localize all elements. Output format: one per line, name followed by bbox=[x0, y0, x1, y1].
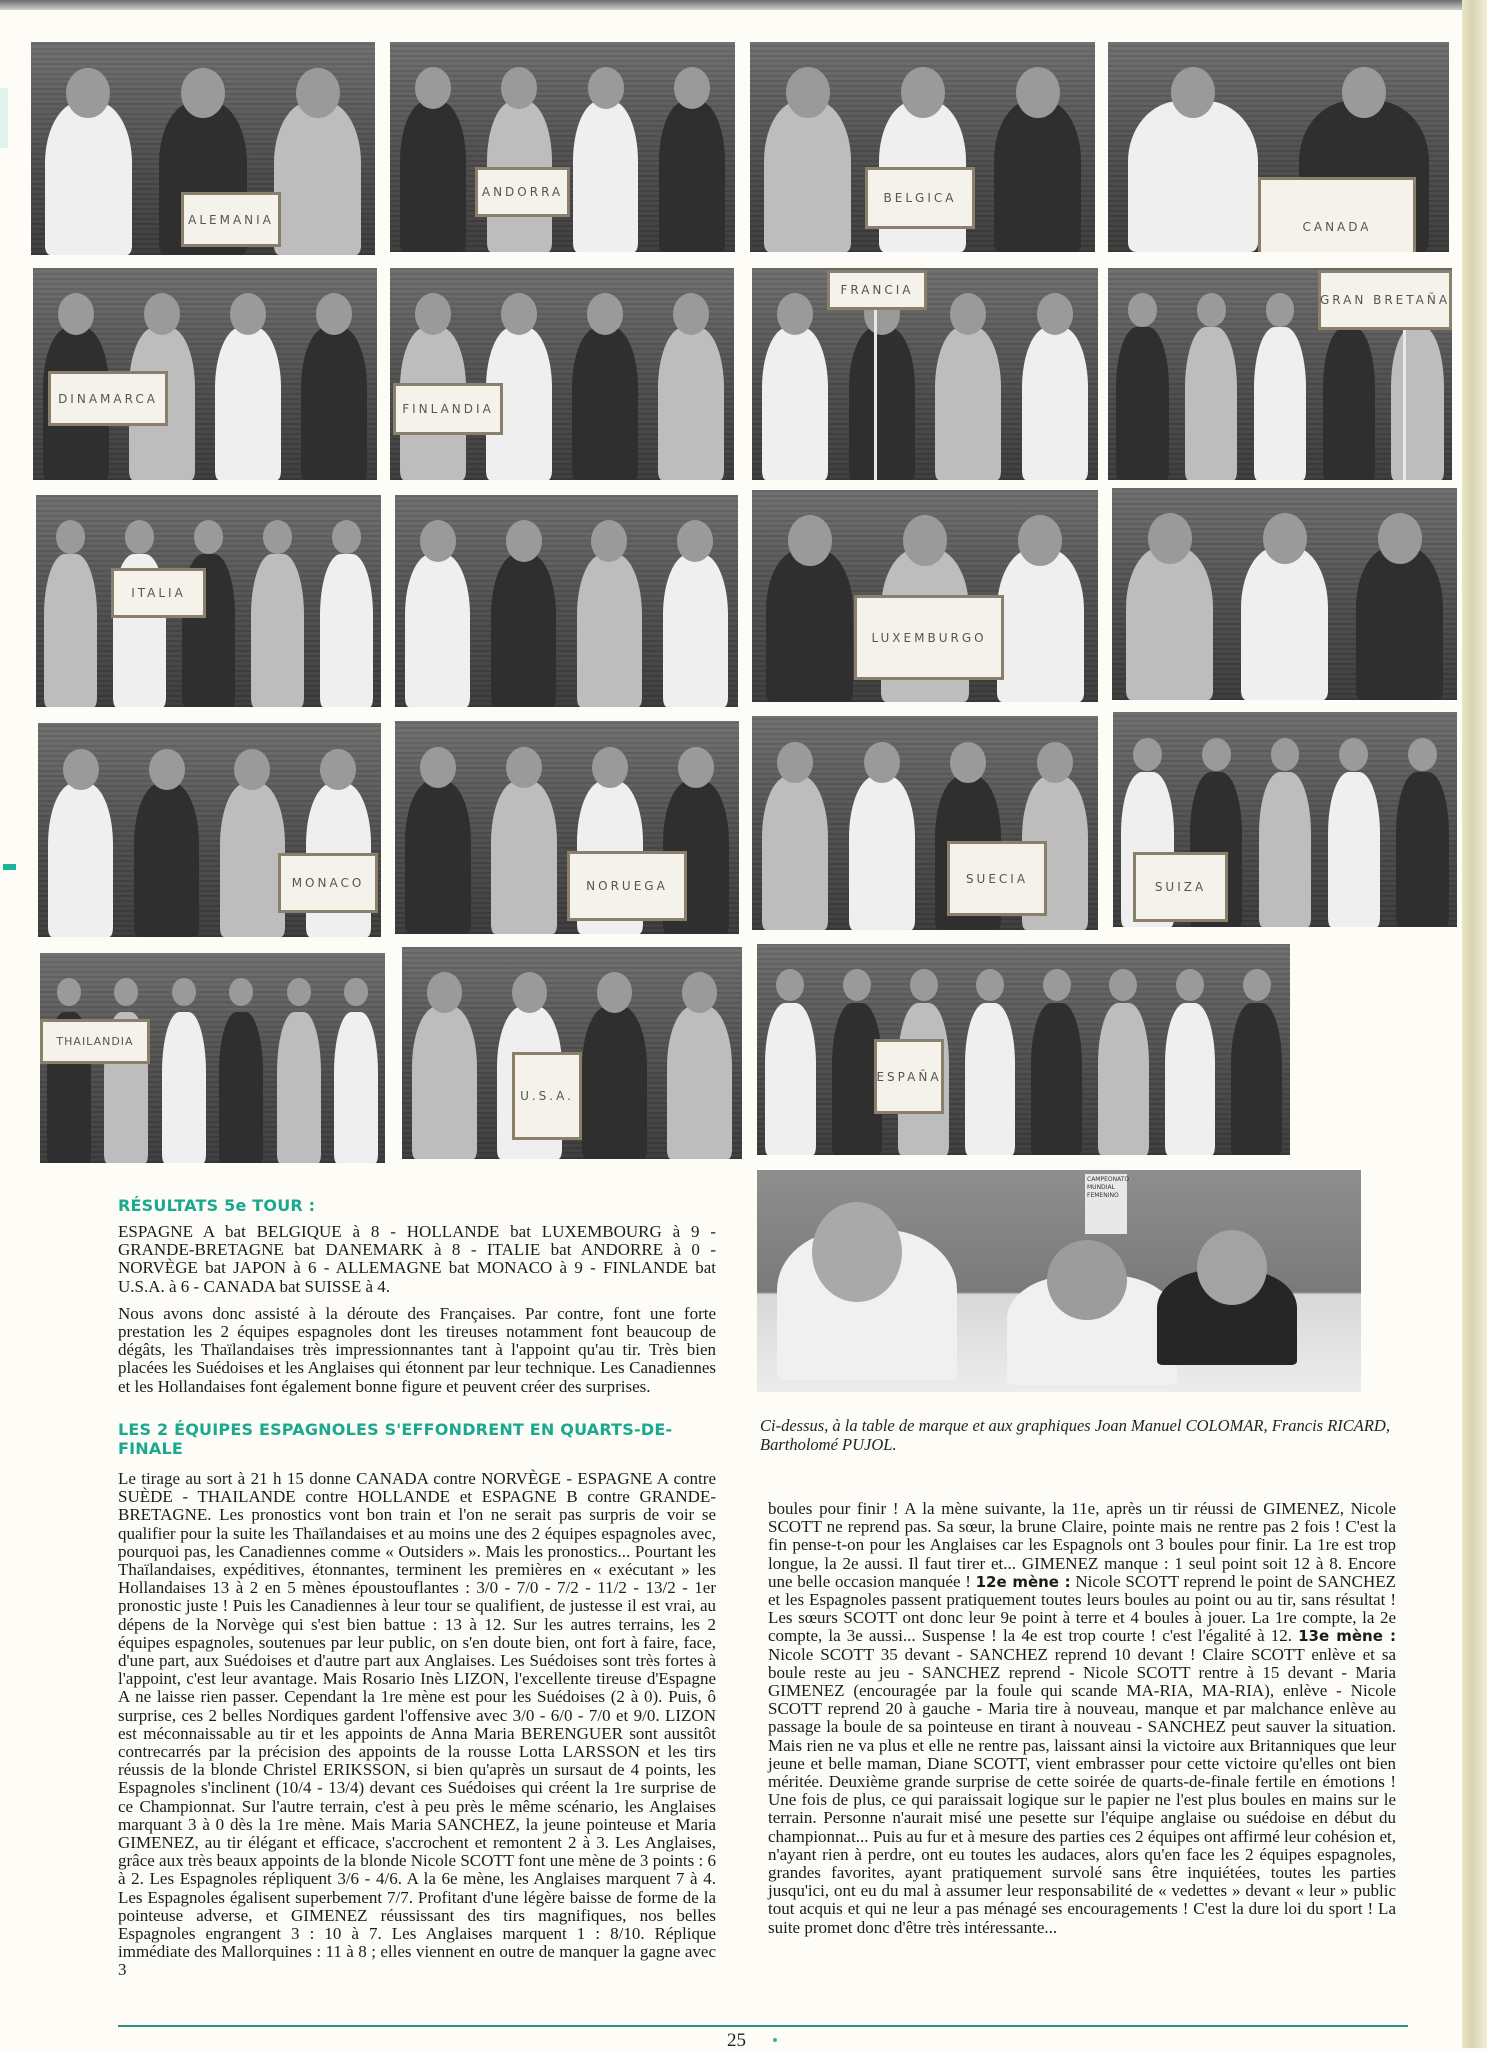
team-photo-japon bbox=[395, 495, 738, 707]
team-photo-suecia bbox=[752, 716, 1098, 930]
person-silhouette bbox=[1241, 547, 1328, 700]
person-head bbox=[1243, 969, 1271, 1001]
country-sign: CANADA bbox=[1258, 177, 1416, 252]
person-silhouette bbox=[320, 554, 372, 707]
wall-sign: CAMPEONATO MUNDIAL FEMENINO bbox=[1085, 1174, 1127, 1234]
person-head bbox=[415, 67, 451, 109]
decorative-dot bbox=[773, 2038, 777, 2042]
person-head bbox=[420, 747, 456, 789]
person-head bbox=[1266, 293, 1295, 326]
person-left-head bbox=[812, 1202, 902, 1302]
person-silhouette bbox=[405, 781, 470, 934]
person-silhouette bbox=[1022, 327, 1088, 480]
person-silhouette bbox=[1098, 1003, 1149, 1155]
sign-pole bbox=[874, 310, 877, 480]
country-sign: FRANCIA bbox=[827, 270, 927, 310]
person-head bbox=[786, 67, 830, 118]
margin-tint bbox=[0, 88, 8, 148]
quarter-final-paragraph: Le tirage au sort à 21 h 15 donne CANADA contre NORVÈGE - ESPAGNE A contre SUÈDE - THAILANDE contre HOLLANDE et ESPAGNE B contre GRANDE-BRETAGNE. Les pronostics vont bon train et l'on ne serait pas surpris de voir se qualifier pour la suite les Thaïlandaises et au moins une des 2 équipes espagnoles avec, pourquoi pas, les Canadiennes comme « Outsiders ». Mais les pronostics... Pourtant les Thaïlandaises, expéditives, étonnantes, terminent les premières en « exécutant » les Hollandaises 13 à 2 en 5 mènes époustouflantes : 3/0 - 7/0 - 7/2 - 11/2 - 13/2 - 1er pronostic juste ! Puis les Canadiennes à leur tour se qualifient, de justesse il est vrai, au dépens de la Norvège qui s'est bien battue : 13 à 12. Sur les autres terrains, les 2 équipes espagnoles, soutenues par leur public, on s'en doute bien, ont fort à faire, face, d'une part, aux Suédoises et d'autre part aux Anglaises. Les Suédoises sont très fortes à l'appoint, c'est leur avantage. Mais Rosario Inès LIZON, l'excellente tireuse d'Espagne A ne laisse rien passer. Cependant la 1re mène est pour les Suédoises (2 à 0). Puis, ô surprise, ces 2 belles Nordiques gardent l'offensive avec 3/0 - 6/0 - 7/0 et 9/0. LIZON est méconnaissable au tir et les appoints de Anna Maria BERENGUER sont aussitôt contrecarrés par la précision des appoints de la rousse Lotta LARSSON et les tirs réussis de la blonde Christel ERIKSSON, si bien qu'après un sursaut de 4 points, les Espagnoles s'inclinent (10/4 - 13/4) devant ces Suédoises qui créent la 1re surprise de ce Championnat. Sur l'autre terrain, c'est à peu près le même scénario, les Anglaises marquant 3 à 0 dès la 1re mène. Mais Maria SANCHEZ, la jeune pointeuse et Maria GIMENEZ, au tir élégant et efficace, s'accrochent et remontent 2 à 3. Les Anglaises, grâce aux très beaux appoints de la blonde Nicole SCOTT font une mène de 3 points : 6 à 2. Les Espagnoles répliquent 3/6 - 4/6. A la 6e mène, les Anglaises marquent 7 à 4. Les Espagnoles égalisent superbement 7/7. Profitant d'une légère baisse de forme de la pointeuse adverse, et GIMENEZ réussissant des tirs magnifiques, nos belles Espagnoles engrangent 3 : 10 à 7. Les Anglaises marquent 1 : 8/10. Réplique immédiate des Mallorquines : 11 à 8 ; elles viennent en outre de manquer la gagne avec 3 bbox=[118, 1469, 716, 1980]
country-sign: SUIZA bbox=[1133, 852, 1228, 922]
person-head bbox=[1037, 293, 1073, 335]
page-binding-edge bbox=[1462, 0, 1487, 2048]
team-photo-luxemburgo bbox=[752, 490, 1098, 702]
team-photo-alemania bbox=[31, 42, 375, 255]
person-head bbox=[1128, 293, 1157, 326]
country-sign: FINLANDIA bbox=[393, 383, 503, 435]
person-silhouette bbox=[412, 1006, 477, 1159]
person-silhouette bbox=[220, 783, 285, 937]
person-silhouette bbox=[1328, 772, 1380, 927]
person-head bbox=[901, 67, 945, 118]
page-number: 25 bbox=[727, 2030, 746, 2051]
person-silhouette bbox=[577, 554, 642, 707]
results-text: ESPAGNE A bat BELGIQUE à 8 - HOLLANDE bat LUXEMBOURG à 9 - GRANDE-BRETAGNE bat DANEMARK à 8 - ITALIE bat ANDORRE à 0 - NORVÈGE bat JAPON à 6 - ALLEMAGNE bat MONACO à 9 - FINLANDE bat U.S.A. à 6 - CANADA bat SUISSE à 4. bbox=[118, 1222, 716, 1296]
person-middle-head bbox=[1047, 1240, 1127, 1320]
person-head bbox=[673, 293, 709, 335]
team-photo-suiza bbox=[1113, 712, 1457, 927]
person-head bbox=[1342, 67, 1386, 118]
person-silhouette bbox=[162, 1012, 206, 1163]
team-photo-belgica bbox=[750, 42, 1095, 252]
team-photo-gran-bretana bbox=[1108, 268, 1452, 480]
person-silhouette bbox=[935, 327, 1001, 480]
person-silhouette bbox=[663, 554, 728, 707]
person-head bbox=[501, 293, 537, 335]
person-silhouette bbox=[572, 327, 637, 480]
person-silhouette bbox=[994, 101, 1081, 252]
mene-12-label: 12e mène : bbox=[975, 1572, 1071, 1591]
team-photo-italia bbox=[36, 495, 381, 707]
country-sign: MONACO bbox=[278, 853, 378, 913]
person-silhouette bbox=[659, 101, 725, 252]
score-photo-caption: Ci-dessus, à la table de marque et aux graphiques Joan Manuel COLOMAR, Francis RICARD, Bartholomé PUJOL. bbox=[760, 1416, 1390, 1454]
country-sign: DINAMARCA bbox=[48, 371, 168, 426]
person-silhouette bbox=[405, 554, 470, 707]
country-sign: ESPAÑA bbox=[874, 1039, 944, 1114]
person-silhouette bbox=[667, 1006, 732, 1159]
person-silhouette bbox=[134, 783, 199, 937]
person-silhouette bbox=[1116, 327, 1168, 480]
right-column bbox=[768, 1500, 1396, 1946]
person-head bbox=[58, 293, 94, 335]
person-right-head bbox=[1197, 1230, 1267, 1305]
person-head bbox=[181, 68, 225, 119]
team-photo-usa bbox=[402, 947, 742, 1159]
person-head bbox=[114, 978, 138, 1006]
country-sign: LUXEMBURGO bbox=[854, 595, 1004, 680]
person-head bbox=[63, 749, 99, 790]
person-head bbox=[677, 520, 713, 561]
person-silhouette bbox=[1356, 547, 1443, 700]
person-head bbox=[864, 742, 900, 784]
person-head bbox=[1339, 738, 1368, 771]
team-photo-noruega bbox=[395, 721, 739, 934]
country-sign: ALEMANIA bbox=[181, 192, 281, 247]
country-sign: THAILANDIA bbox=[40, 1019, 150, 1064]
person-head bbox=[263, 520, 292, 553]
team-photo-espana bbox=[757, 944, 1290, 1155]
person-head bbox=[149, 749, 185, 790]
person-silhouette bbox=[491, 781, 556, 934]
person-head bbox=[316, 293, 352, 335]
team-photo-thailandia bbox=[40, 953, 385, 1163]
person-head bbox=[591, 520, 627, 561]
sign-pole bbox=[1403, 330, 1406, 480]
person-silhouette bbox=[965, 1003, 1016, 1155]
person-head bbox=[172, 978, 196, 1006]
person-silhouette bbox=[274, 102, 361, 255]
person-silhouette bbox=[1231, 1003, 1282, 1155]
margin-teal-mark bbox=[3, 864, 16, 870]
footer-rule bbox=[118, 2025, 1408, 2027]
person-head bbox=[1408, 738, 1437, 771]
person-silhouette bbox=[1126, 547, 1213, 700]
team-photo-canada bbox=[1108, 42, 1449, 252]
team-photo-finlandia bbox=[390, 268, 734, 480]
person-head bbox=[976, 969, 1004, 1001]
person-silhouette bbox=[573, 101, 639, 252]
person-silhouette bbox=[1391, 327, 1443, 480]
person-head bbox=[903, 515, 947, 566]
person-head bbox=[420, 520, 456, 561]
person-silhouette bbox=[997, 549, 1085, 702]
person-silhouette bbox=[334, 1012, 378, 1163]
person-head bbox=[229, 978, 253, 1006]
person-head bbox=[1043, 969, 1071, 1001]
person-head bbox=[1176, 969, 1204, 1001]
right-text-part1: boules pour finir ! A la mène suivante, la 11e, après un tir réussi de GIMENEZ, Nicole SCOTT ne reprend pas. Sa sœur, la brune Claire, pointe mais ne rentre pas 2 fois ! C'est la fin pense-t-on pour les Anglaises car les Espagnols ont 3 boules pour finir. La 1re est trop longue, la 2e aussi. Il faut tirer et... GIMENEZ manque : 1 seul point soit 12 à 8. Encore une belle occasion manquée ! bbox=[768, 1499, 1396, 1591]
person-silhouette bbox=[301, 327, 366, 480]
person-silhouette bbox=[1128, 101, 1258, 252]
person-silhouette bbox=[849, 776, 915, 930]
person-silhouette bbox=[1254, 327, 1306, 480]
person-head bbox=[144, 293, 180, 335]
score-table-photo bbox=[757, 1170, 1361, 1392]
country-sign: ANDORRA bbox=[475, 167, 570, 217]
person-silhouette bbox=[765, 1003, 816, 1155]
country-sign: U.S.A. bbox=[512, 1052, 582, 1140]
person-head bbox=[1148, 513, 1192, 564]
person-head bbox=[415, 293, 451, 335]
person-silhouette bbox=[251, 554, 303, 707]
person-head bbox=[910, 969, 938, 1001]
person-head bbox=[1171, 67, 1215, 118]
person-silhouette bbox=[219, 1012, 263, 1163]
person-head bbox=[587, 293, 623, 335]
person-head bbox=[296, 68, 340, 119]
person-silhouette bbox=[48, 783, 113, 937]
person-head bbox=[1037, 742, 1073, 784]
team-photo-monaco bbox=[38, 723, 381, 937]
country-sign: BELGICA bbox=[865, 167, 975, 229]
person-silhouette bbox=[1396, 772, 1448, 927]
team-photo-officials bbox=[1112, 488, 1457, 700]
team-photo-dinamarca bbox=[33, 268, 377, 480]
mene-13-label: 13e mène : bbox=[1298, 1627, 1396, 1646]
country-sign: GRAN BRETAÑA bbox=[1318, 270, 1452, 330]
quarter-final-heading: LES 2 ÉQUIPES ESPAGNOLES S'EFFONDRENT EN QUARTS-DE-FINALE bbox=[118, 1420, 673, 1458]
person-head bbox=[1263, 513, 1307, 564]
person-silhouette bbox=[44, 554, 96, 707]
right-text-part2: Nicole SCOTT reprend le point de SANCHEZ et les Espagnoles passent pratiquement toutes leurs boules au point ou au tir, sans résultat ! Les sœurs SCOTT ont donc leur 9e point à terre et 4 boules à jouer. La 1re compte, la 2e compte, la 3e aussi... Suspense ! la 4e est trop courte ! c'est l'égalité à 12. bbox=[768, 1571, 1396, 1646]
person-head bbox=[678, 747, 714, 789]
results-paragraph: Nous avons donc assisté à la déroute des Françaises. Par contre, font une forte prestation les 2 équipes espagnoles dont les tireuses notamment font beaucoup de dégâts, les Thaïlandaises très impressionnantes tant à l'appoint qu'au tir. Très bien placées les Suédoises et les Anglaises qui étonnent par leur technique. Les Canadiennes et les Hollandaises font également bonne figure et peuvent créer des surprises. bbox=[118, 1303, 716, 1396]
person-silhouette bbox=[849, 327, 915, 480]
person-silhouette bbox=[762, 327, 828, 480]
person-head bbox=[332, 520, 361, 553]
person-head bbox=[1016, 67, 1060, 118]
person-head bbox=[230, 293, 266, 335]
person-head bbox=[674, 67, 710, 109]
person-silhouette bbox=[1165, 1003, 1216, 1155]
results-heading: RÉSULTATS 5e TOUR : bbox=[118, 1196, 316, 1215]
person-silhouette bbox=[658, 327, 723, 480]
person-silhouette bbox=[1259, 772, 1311, 927]
person-silhouette bbox=[764, 101, 851, 252]
person-head bbox=[1202, 738, 1231, 771]
person-head bbox=[592, 747, 628, 789]
team-photo-andorra bbox=[390, 42, 735, 252]
person-head bbox=[194, 520, 223, 553]
country-sign: NORUEGA bbox=[567, 851, 687, 921]
right-text-part3: Nicole SCOTT 35 devant - SANCHEZ reprend 10 devant ! Claire SCOTT enlève et sa boule reste au jeu - SANCHEZ reprend - Nicole SCOTT rentre à 15 devant - Maria GIMENEZ (encouragée par la foule qui scande MA-RIA, MA-RIA), enlève - Nicole SCOTT reprend 20 à gauche - Maria tire à nouveau, manque et par malchance enlève au passage la boule de sa pointeuse en tirant à nouveau - SANCHEZ peut sauver la situation. Mais rien ne va plus et elle ne rentre pas, laissant ainsi la victoire aux Britanniques que leur jeune et belle maman, Diane SCOTT, vient embrasser pour cette victoire qu'elles ont bien méritée. Deuxième grande surprise de cette soirée de quarts-de-finale fertile en émotions ! Une fois de plus, ce qui paraissait logique sur le papier ne l'est plus boules en mains sur le terrain. Personne n'aurait misé une pesette sur l'équipe anglaise ou suédoise en début du championnat... Puis au fur et à mesure des parties ces 2 équipes ont affirmé leur cohésion et, n'ayant rien à perdre, ont eu toutes les audaces, alors qu'en face les 2 équipes espagnoles, grandes favorites, ayant pratiquement survolé sans être inquiétées, toutes les parties jusqu'ici, ont eu du mal à assumer leur responsabilité de « vedettes » devant « leur » public tout acquis et qui ne leur a pas ménagé ses encouragements ! C'est la dure loi du sport ! La suite promet donc d'être très intéressante... bbox=[768, 1644, 1396, 1937]
team-photo-francia bbox=[752, 268, 1098, 480]
person-head bbox=[344, 978, 368, 1006]
left-column bbox=[118, 1223, 716, 1405]
person-silhouette bbox=[215, 327, 280, 480]
person-head bbox=[843, 969, 871, 1001]
country-sign: SUECIA bbox=[947, 841, 1047, 916]
person-head bbox=[1271, 738, 1300, 771]
person-head bbox=[1378, 513, 1422, 564]
person-head bbox=[125, 520, 154, 553]
person-head bbox=[57, 978, 81, 1006]
person-head bbox=[506, 520, 542, 561]
scan-top-edge bbox=[0, 0, 1487, 10]
person-head bbox=[56, 520, 85, 553]
person-silhouette bbox=[582, 1006, 647, 1159]
person-head bbox=[588, 67, 624, 109]
person-silhouette bbox=[277, 1012, 321, 1163]
person-silhouette bbox=[1323, 327, 1375, 480]
person-head bbox=[66, 68, 110, 119]
person-head bbox=[506, 747, 542, 789]
person-head bbox=[776, 969, 804, 1001]
person-head bbox=[788, 515, 832, 566]
person-head bbox=[1197, 293, 1226, 326]
person-silhouette bbox=[491, 554, 556, 707]
person-silhouette bbox=[766, 549, 854, 702]
person-head bbox=[287, 978, 311, 1006]
person-head bbox=[320, 749, 356, 790]
person-silhouette bbox=[1185, 327, 1237, 480]
person-head bbox=[1109, 969, 1137, 1001]
person-silhouette bbox=[762, 776, 828, 930]
person-head bbox=[1133, 738, 1162, 771]
person-silhouette bbox=[1031, 1003, 1082, 1155]
right-paragraph bbox=[768, 1500, 1396, 1937]
person-silhouette bbox=[400, 101, 466, 252]
country-sign: ITALIA bbox=[111, 568, 206, 618]
quarter-final-text-left bbox=[118, 1470, 716, 1989]
person-silhouette bbox=[45, 102, 132, 255]
